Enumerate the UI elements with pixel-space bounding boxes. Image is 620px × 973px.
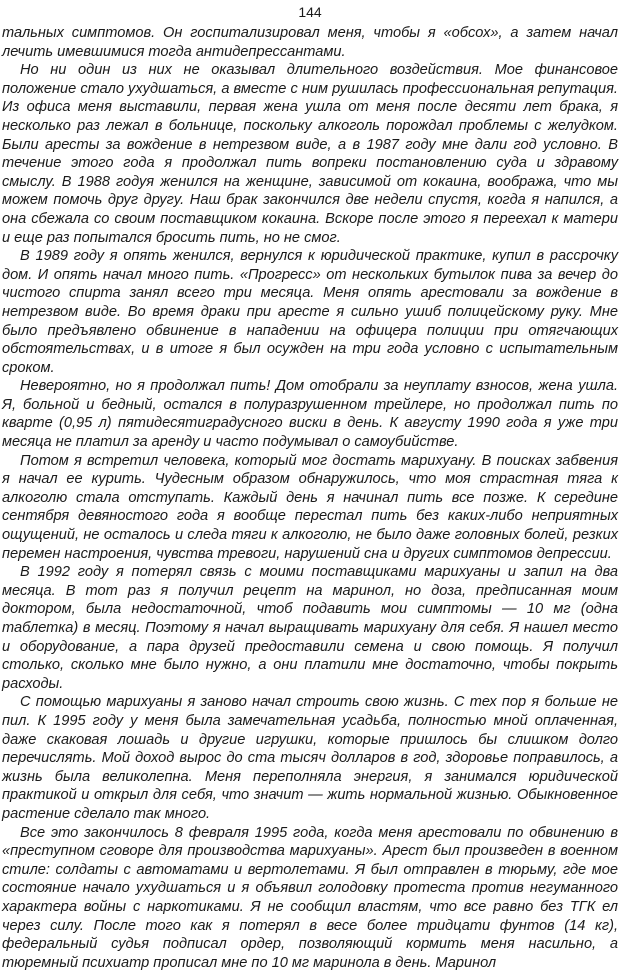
- paragraph: тальных симптомов. Он госпитализировал меня, чтобы я «обсох», а затем начал лечить имевшимися тогда антидепрессантами.: [2, 25, 618, 60]
- paragraph: В 1992 году я потерял связь с моими поставщиками марихуаны и запил на два месяца. В тот раз я получил рецепт на маринол, но доза, предписанная моим доктором, была недостаточной, чтоб подавить мои симптомы — 10 мг (одна таблетка) в месяц. Поэтому я начал выращивать марихуану для себя. Я нашел место и оборудование, а пара друзей предоставили семена и свою помощь. Я получил столько, сколько мне было нужно, а они платили мне достаточно, чтобы покрыть расходы.: [2, 564, 618, 692]
- paragraph: С помощью марихуаны я заново начал строить свою жизнь. С тех пор я больше не пил. К 1995 году у меня была замечательная усадьба, полностью мной оплаченная, даже скаковая лошадь и другие игрушки, которые пришлось бы слишком долго перечислять. Мой доход вырос до ста тысяч долларов в год, здоровье поправилось, а жизнь была великолепна. Меня переполняла энергия, я занимался юридической практикой и открыл для себя, что значит — жить нормальной жизнью. Обыкновенное растение сделало так много.: [2, 694, 618, 822]
- page-number: 144: [298, 4, 322, 20]
- paragraph: В 1989 году я опять женился, вернулся к юридической практике, купил в рассрочку дом. И опять начал много пить. «Прогресс» от нескольких бутылок пива за вечер до чистого спирта занял всего три месяца. Меня опять арестовали за вождение в нетрезвом виде. Во время драки при аресте я сильно ушиб полицейскому руку. Мне было предъявлено обвинение в нападении на офицера полиции при отягчающих обстоятельствах, и в итоге я был осужден на три года условно с испытательным сроком.: [2, 248, 618, 376]
- paragraph: Невероятно, но я продолжал пить! Дом отобрали за неуплату взносов, жена ушла. Я, больной и бедный, остался в полуразрушенном трейлере, но продолжал пить по кварте (0,95 л) пятидесятиградусного виски в день. К августу 1990 года я уже три месяца не платил за аренду и часто подумывал о самоубийстве.: [2, 378, 618, 451]
- paragraph: Но ни один из них не оказывал длительного воздействия. Мое финансовое положение стало ухудшаться, а вместе с ним рушилась профессиональная репутация. Из офиса меня выставили, первая жена ушла от меня после десяти лет брака, я несколько раз лежал в больнице, поскольку алкоголь порождал проблемы с желудком. Были аресты за вождение в нетрезвом виде, а в 1987 году мне дали год условно. В течение этого года я продолжал пить вопреки постановлению суда и здравому смыслу. В 1988 годуя женился на женщине, зависимой от кокаина, вообража, что мы можем помочь друг другу. Наш брак закончился две недели спустя, когда я напился, а она сбежала со своим поставщиком кокаина. Вскоре после этого я переехал к матери и еще раз попытался бросить пить, но не смог.: [2, 62, 618, 246]
- paragraph: Потом я встретил человека, который мог достать марихуану. В поисках забвения я начал ее курить. Чудесным образом обнаружилось, что моя страстная тяга к алкоголю стала отступать. Каждый день я начинал пить все позже. К середине сентября девяностого года я вообще перестал пить без каких-либо неприятных ощущений, не осталось и следа тяги к алкоголю, не было даже головных болей, резких перемен настроения, чувства тревоги, нарушений сна и других симптомов депрессии.: [2, 452, 618, 562]
- paragraph: Все это закончилось 8 февраля 1995 года, когда меня арестовали по обвинению в «преступном сговоре для производства марихуаны». Арест был произведен в военном стиле: солдаты с автоматами и вертолетами. Я был отправлен в тюрьму, где мое состояние начало ухудшаться и я объявил голодовку протеста против негуманного характера войны с наркотиками. Я не сообщил властям, что все равно без ТГК ел через силу. После того как я потерял в весе более тридцати фунтов (14 кг), федеральный судья подписал ордер, позволяющий кормить меня насильно, а тюремный психиатр прописал мне по 10 мг маринола в день. Маринол: [2, 824, 618, 971]
- body-text: [2, 24, 618, 972]
